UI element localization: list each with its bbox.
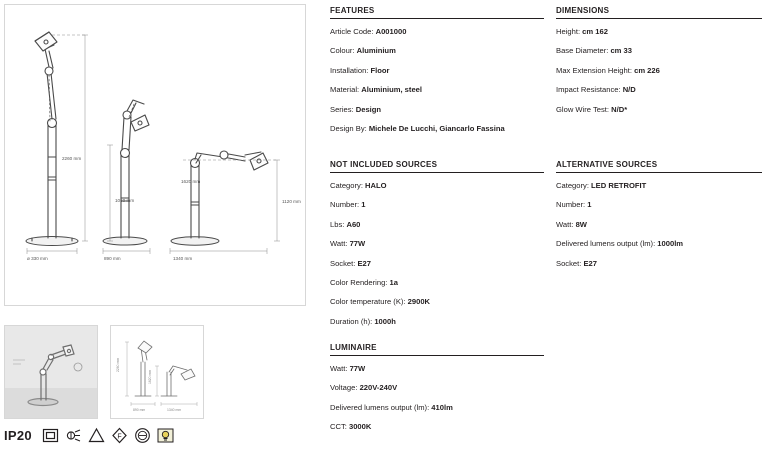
- features-row-installation: [330, 65, 544, 76]
- nis-key-lbs: Lbs:: [330, 219, 347, 229]
- nis-key-duration: Duration (h):: [330, 316, 375, 326]
- dimensions-value-height: cm 162: [582, 27, 608, 36]
- nis-row-color-rendering: [330, 277, 544, 288]
- alt-value-category: LED RETROFIT: [591, 181, 647, 190]
- alt-key-delivered-lumens: Delivered lumens output (lm):: [556, 239, 658, 249]
- dimensions-row-max-extension-height: [556, 65, 762, 76]
- alt-value-number: 1: [587, 200, 592, 210]
- luminaire-row-delivered-lumens: [330, 402, 544, 413]
- luminaire-key-watt: Watt:: [330, 364, 350, 373]
- nis-value-socket: E27: [357, 258, 371, 268]
- dim-base-width-890: 890 mm: [104, 256, 121, 261]
- alt-value-watt: 8W: [575, 219, 587, 229]
- features-row-colour: [330, 45, 544, 56]
- nis-value-lbs: A60: [346, 219, 361, 229]
- nis-row-color-temperature: [330, 296, 544, 307]
- nis-value-watt: 77W: [349, 239, 366, 249]
- dim-reach-1340: 1340 mm: [173, 256, 193, 261]
- dimensions-row-impact-resistance: [556, 84, 762, 95]
- dimension-sketch-thumbnail: [110, 325, 204, 419]
- nis-value-category: HALO: [365, 181, 387, 190]
- luminaire-row-cct: [330, 421, 544, 432]
- dimensions-key-base-diameter: Base Diameter:: [556, 46, 611, 56]
- dimensions-value-base-diameter: cm 33: [610, 46, 632, 56]
- features-value-design-by: Michele De Lucchi, Giancarlo Fassina: [368, 123, 505, 133]
- f-mark-icon: [111, 427, 128, 444]
- alt-row-socket: [556, 258, 762, 269]
- certification-icon-strip: [4, 424, 304, 446]
- features-key-colour: Colour:: [330, 46, 357, 56]
- dim-height-1120: 1120 mm: [282, 199, 301, 204]
- nis-row-category: [330, 180, 544, 191]
- alt-key-socket: Socket:: [556, 258, 584, 268]
- dimensions-row-glow-wire-test: [556, 104, 762, 115]
- features-value-article-code: A001000: [375, 27, 407, 36]
- dimension-sketch-svg: [111, 326, 203, 418]
- alt-value-delivered-lumens: 1000lm: [657, 239, 684, 249]
- sketch-dim-label-4: 1340 mm: [167, 408, 182, 412]
- alternative-sources-title: ALTERNATIVE SOURCES: [556, 160, 762, 173]
- features-key-material: Material:: [330, 85, 362, 95]
- dim-height-1050: 1050 mm: [115, 198, 135, 203]
- alt-key-number: Number:: [556, 200, 588, 210]
- nis-value-color-temperature: 2900K: [407, 297, 431, 307]
- luminaire-key-voltage: Voltage:: [330, 383, 360, 393]
- dim-height-1620: 1620 mm: [181, 179, 201, 184]
- no-touch-lamp-icon: [65, 427, 82, 444]
- svg-text:F: F: [117, 432, 122, 440]
- dimensions-key-height: Height:: [556, 27, 583, 36]
- alt-key-watt: Watt:: [556, 219, 576, 229]
- nis-key-socket: Socket:: [330, 258, 358, 268]
- technical-drawing-svg: [5, 5, 305, 305]
- sketch-dim-label-2: 1620 mm: [148, 369, 152, 384]
- not-included-sources-section: [330, 160, 544, 335]
- features-row-article-code: [330, 26, 544, 37]
- dimensions-key-max-extension-height: Max Extension Height:: [556, 65, 635, 75]
- nis-row-socket: [330, 258, 544, 269]
- luminaire-title: LUMINAIRE: [330, 343, 544, 356]
- nis-row-lbs: [330, 219, 544, 230]
- dimensions-value-max-extension-height: cm 226: [634, 65, 660, 75]
- alt-row-watt: [556, 219, 762, 230]
- luminaire-section: [330, 343, 544, 441]
- dim-base-diameter-1: ø 330 mm: [27, 256, 48, 261]
- dim-height-2260: 2260 mm: [62, 156, 82, 161]
- bulb-symbol-icon: [157, 427, 174, 444]
- nis-row-number: [330, 199, 544, 210]
- luminaire-key-cct: CCT:: [330, 422, 349, 432]
- nis-key-watt: Watt:: [330, 239, 350, 249]
- ip-rating-label: IP20: [4, 427, 32, 443]
- enec-icon: [134, 427, 151, 444]
- nis-value-number: 1: [361, 200, 366, 210]
- features-key-series: Series:: [330, 104, 356, 114]
- alt-value-socket: E27: [583, 258, 597, 268]
- luminaire-value-voltage: 220V-240V: [359, 383, 398, 393]
- alternative-sources-section: [556, 160, 762, 277]
- dimensions-key-glow-wire-test: Glow Wire Test:: [556, 104, 612, 114]
- technical-drawing-panel: [4, 4, 306, 306]
- features-row-material: [330, 84, 544, 95]
- luminaire-row-voltage: [330, 382, 544, 393]
- luminaire-value-cct: 3000K: [348, 422, 372, 432]
- alt-row-number: [556, 199, 762, 210]
- luminaire-value-watt: 77W: [349, 364, 366, 373]
- nis-key-color-temperature: Color temperature (K):: [330, 297, 408, 307]
- dimensions-row-height: [556, 26, 762, 37]
- dimensions-key-impact-resistance: Impact Resistance:: [556, 85, 623, 95]
- features-row-series: [330, 104, 544, 115]
- not-included-sources-title: NOT INCLUDED SOURCES: [330, 160, 544, 173]
- luminaire-value-delivered-lumens: 410lm: [431, 402, 453, 412]
- dimensions-value-impact-resistance: N/D: [622, 85, 636, 95]
- alt-row-delivered-lumens: [556, 238, 762, 249]
- class-ii-square-icon: [42, 427, 59, 444]
- features-value-colour: Aluminium: [356, 46, 396, 56]
- dimensions-title: DIMENSIONS: [556, 6, 762, 19]
- product-photo-thumbnail: [4, 325, 98, 419]
- nis-row-duration: [330, 316, 544, 327]
- luminaire-row-watt: [330, 363, 544, 374]
- features-key-article-code: Article Code:: [330, 27, 376, 36]
- luminaire-key-delivered-lumens: Delivered lumens output (lm):: [330, 402, 432, 412]
- warning-triangle-icon: [88, 427, 105, 444]
- features-title: FEATURES: [330, 6, 544, 19]
- features-key-installation: Installation:: [330, 65, 371, 75]
- alt-key-category: Category:: [556, 181, 592, 190]
- alt-row-category: [556, 180, 762, 191]
- nis-key-color-rendering: Color Rendering:: [330, 277, 390, 287]
- features-value-series: Design: [355, 104, 382, 114]
- product-photo-svg: [5, 326, 97, 418]
- nis-value-duration: 1000h: [374, 316, 396, 326]
- features-key-design-by: Design By:: [330, 123, 369, 133]
- nis-key-number: Number:: [330, 200, 362, 210]
- nis-row-watt: [330, 238, 544, 249]
- nis-key-category: Category:: [330, 181, 366, 190]
- dimensions-row-base-diameter: [556, 45, 762, 56]
- dimensions-section: [556, 6, 762, 123]
- sketch-dim-label-3: 890 mm: [133, 408, 146, 412]
- features-value-installation: Floor: [370, 65, 390, 75]
- nis-value-color-rendering: 1a: [389, 277, 398, 287]
- features-value-material: Aluminium, steel: [361, 85, 422, 95]
- dimensions-value-glow-wire-test: N/D*: [611, 104, 628, 114]
- features-row-design-by: [330, 123, 544, 134]
- sketch-dim-label-1: 2260 mm: [116, 357, 120, 372]
- features-section: [330, 6, 544, 142]
